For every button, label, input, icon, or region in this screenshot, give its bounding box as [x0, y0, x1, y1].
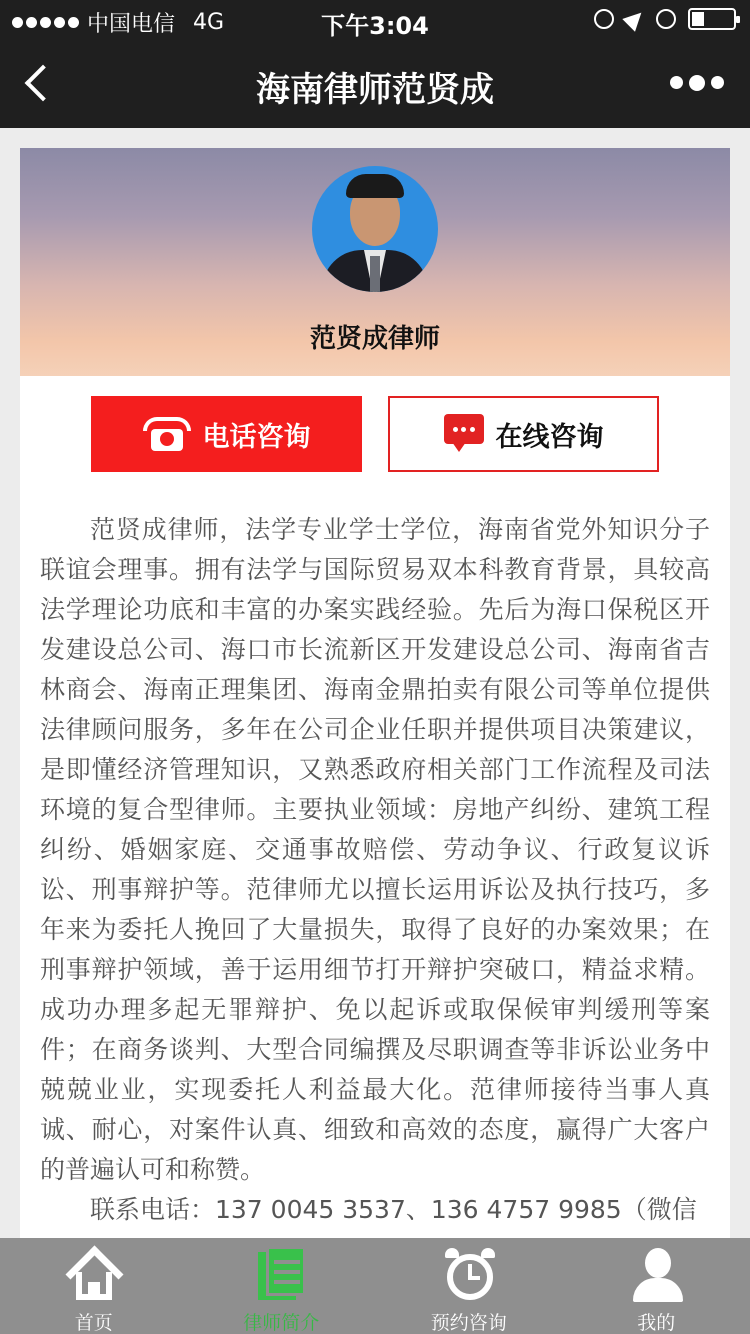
- tab-bar: [0, 1238, 750, 1334]
- online-consult-label: 在线咨询: [495, 421, 604, 453]
- tab-lawyer-profile-label: 律师简介: [243, 1312, 320, 1334]
- status-bar: [0, 0, 750, 40]
- profile-card: [20, 148, 730, 1238]
- alarm-icon: [656, 9, 676, 29]
- user-icon: [629, 1246, 685, 1302]
- tab-appointment[interactable]: [375, 1238, 563, 1334]
- tab-lawyer-profile[interactable]: [188, 1238, 376, 1334]
- tab-appointment-label: 预约咨询: [430, 1312, 507, 1334]
- network-label: 4G: [193, 10, 225, 35]
- battery-icon: [688, 8, 736, 30]
- tab-home[interactable]: [0, 1238, 188, 1334]
- location-icon: [622, 6, 647, 31]
- document-icon: [254, 1246, 310, 1302]
- home-icon: [66, 1246, 122, 1302]
- avatar: [312, 166, 438, 292]
- tab-mine-label: 我的: [637, 1312, 676, 1334]
- bio-text: 范贤成律师，法学专业学士学位，海南省党外知识分子联谊会理事。拥有法学与国际贸易双本科教育背景，具较高法学理论功底和丰富的办案实践经验。先后为海口保税区开发建设总公司、海口市长流新区开发建设总公司、海南省吉林商会、海南正理集团、海南金鼎拍卖有限公司等单位提供法律顾问服务，多年在公司企业任职并提供项目决策建议，是即懂经济管理知识，又熟悉政府相关部门工作流程及司法环境的复合型律师。主要执业领域：房地产纠纷、建筑工程纠纷、婚姻家庭、交通事故赔偿、劳动争议、行政复议诉讼、刑事辩护等。范律师尤以擅长运用诉讼及执行技巧，多年来为委托人挽回了大量损失，取得了良好的办案效果；在刑事辩护领域，善于运用细节打开辩护突破口，精益求精。成功办理多起无罪辩护、免以起诉或取保候审判缓刑等案件；在商务谈判、大型合同编撰及尽职调查等非诉讼业务中兢兢业业，实现委托人利益最大化。范律师接待当事人真诚、耐心，对案件认真、细致和高效的态度，赢得广大客户的普遍认可和称赞。: [40, 515, 710, 1184]
- nav-bar: [0, 40, 750, 128]
- contact-phone: 联系电话：137 0045 3537、136 4757 9985（微信: [90, 1195, 697, 1224]
- lawyer-name: 范贤成律师: [309, 324, 440, 354]
- tab-mine[interactable]: [563, 1238, 750, 1334]
- rotation-lock-icon: [594, 9, 614, 29]
- status-right: [594, 8, 736, 30]
- phone-consult-label: 电话咨询: [202, 421, 311, 453]
- status-time: 下午3:04: [321, 12, 429, 40]
- telephone-icon: [143, 417, 191, 451]
- phone-consult-button[interactable]: [91, 396, 362, 472]
- online-consult-button[interactable]: [388, 396, 659, 472]
- page-title: 海南律师范贤成: [256, 70, 494, 110]
- bio-section: [40, 510, 710, 1190]
- profile-banner: [20, 148, 730, 376]
- chat-bubble-icon: [444, 414, 484, 454]
- tab-home-label: 首页: [74, 1312, 113, 1334]
- more-dots-icon[interactable]: [670, 76, 724, 91]
- alarm-clock-icon: [441, 1246, 497, 1302]
- carrier-label: 中国电信: [87, 12, 176, 37]
